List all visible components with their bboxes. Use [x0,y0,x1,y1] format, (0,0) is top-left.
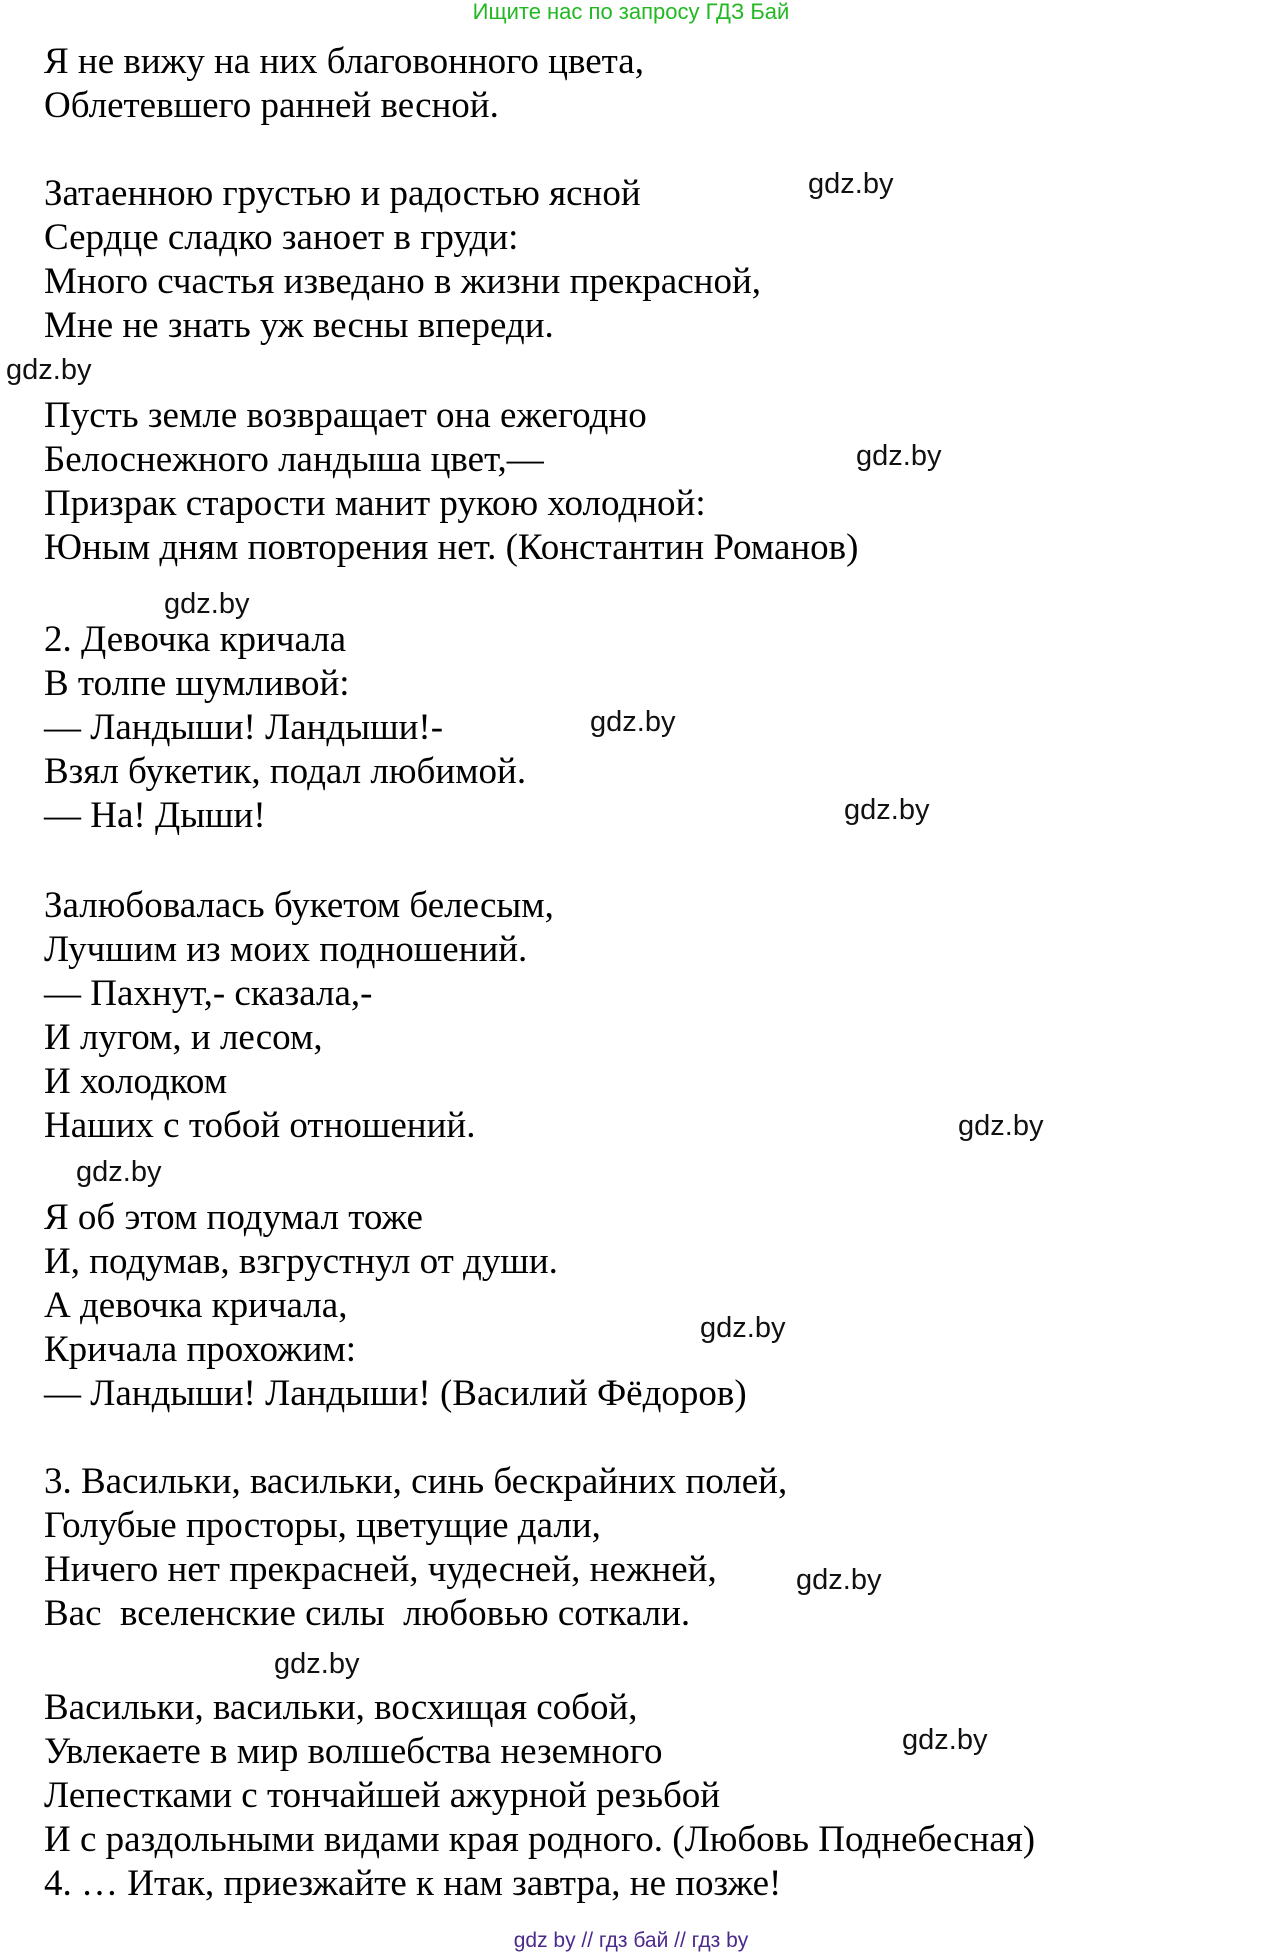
text-line: Облетевшего ранней весной. [44,85,499,126]
watermark: gdz.by [6,354,92,386]
watermark: gdz.by [164,588,250,620]
text-line: И, подумав, взгрустнул от души. [44,1241,558,1282]
text-line: Наших с тобой отношений. [44,1105,476,1146]
text-line: 2. Девочка кричала [44,619,347,660]
text-line: В толпе шумливой: [44,663,350,704]
text-line: — Пахнут,- сказала,- [44,973,373,1014]
text-line: 3. Васильки, васильки, синь бескрайних полей, [44,1461,788,1502]
text-line: И с раздольными видами края родного. (Любовь Поднебесная) [44,1819,1036,1860]
watermark: gdz.by [856,440,942,472]
watermark: gdz.by [76,1156,162,1188]
text-line: — На! Дыши! [44,795,266,836]
top-banner: Ищите нас по запросу ГДЗ Бай [472,0,790,24]
text-line: И лугом, и лесом, [44,1017,323,1058]
text-line: Я не вижу на них благовонного цвета, [44,41,644,82]
text-line: Увлекаете в мир волшебства неземного [44,1731,663,1772]
text-line: Сердце сладко заноет в груди: [44,217,519,258]
watermark: gdz.by [844,794,930,826]
text-line: Я об этом подумал тоже [44,1197,423,1238]
text-line: А девочка кричала, [44,1285,348,1326]
text-line: Призрак старости манит рукою холодной: [44,483,706,524]
text-line: Васильки, васильки, восхищая собой, [44,1687,638,1728]
footer-links: gdz by // гдз бай // гдз by [513,1929,749,1952]
watermark: gdz.by [796,1564,882,1596]
text-line: Залюбовалась букетом белесым, [44,885,554,926]
text-line: Взял букетик, подал любимой. [44,751,527,792]
text-line: Юным дням повторения нет. (Константин Романов) [44,527,859,568]
text-line: Много счастья изведано в жизни прекрасной, [44,261,762,302]
text-line: Лучшим из моих подношений. [44,929,528,970]
text-line: — Ландыши! Ландыши!- [44,707,444,748]
watermark: gdz.by [902,1724,988,1756]
watermark: gdz.by [700,1312,786,1344]
text-line: Ничего нет прекрасней, чудесней, нежней, [44,1549,717,1590]
text-line: И холодком [44,1061,228,1102]
watermark: gdz.by [958,1110,1044,1142]
watermark: gdz.by [274,1648,360,1680]
text-line: Вас вселенские силы любовью соткали. [44,1593,691,1634]
watermark: gdz.by [808,168,894,200]
text-line: — Ландыши! Ландыши! (Василий Фёдоров) [44,1373,747,1414]
text-line: Белоснежного ландыша цвет,— [44,439,544,480]
text-line: 4. … Итак, приезжайте к нам завтра, не позже! [44,1863,782,1904]
text-line: Мне не знать уж весны впереди. [44,305,554,346]
text-line: Голубые просторы, цветущие дали, [44,1505,601,1546]
text-line: Кричала прохожим: [44,1329,357,1370]
text-line: Затаенною грустью и радостью ясной [44,173,641,214]
watermark: gdz.by [590,706,676,738]
text-line: Пусть земле возвращает она ежегодно [44,395,647,436]
text-line: Лепестками с тончайшей ажурной резьбой [44,1775,721,1816]
